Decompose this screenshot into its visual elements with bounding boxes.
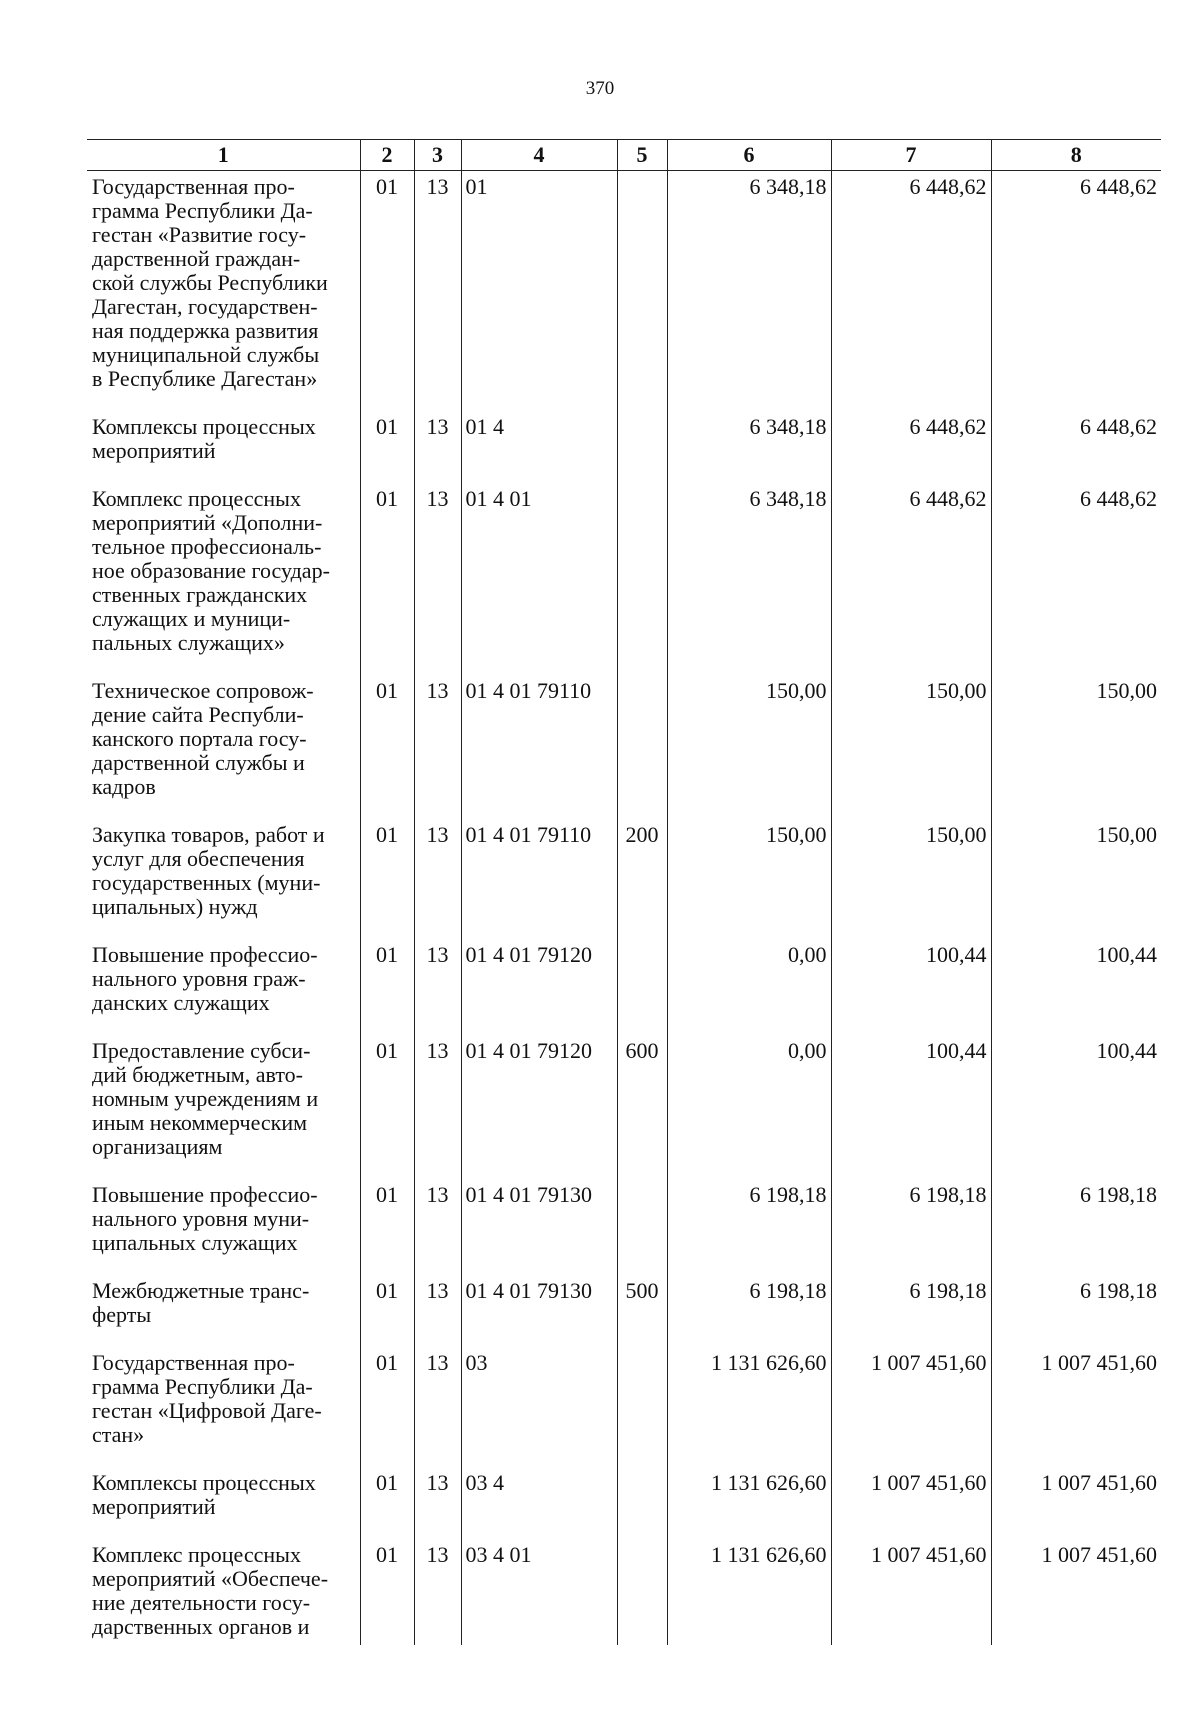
table-row bbox=[87, 483, 1161, 675]
header-cell-3: 3 bbox=[414, 140, 461, 171]
table-row bbox=[87, 1347, 1161, 1467]
header-cell-7: 7 bbox=[831, 140, 991, 171]
row-section: 01 bbox=[360, 819, 414, 939]
row-amount-7: 6 198,18 bbox=[831, 1179, 991, 1275]
row-section: 01 bbox=[360, 171, 414, 412]
row-subsection: 13 bbox=[414, 1539, 461, 1645]
row-section: 01 bbox=[360, 939, 414, 1035]
row-section: 01 bbox=[360, 1347, 414, 1467]
row-name: Комплексы процессных мероприятий bbox=[92, 1470, 316, 1519]
header-cell-2: 2 bbox=[360, 140, 414, 171]
row-amount-6: 0,00 bbox=[667, 1035, 831, 1179]
table-row bbox=[87, 939, 1161, 1035]
row-amount-6: 150,00 bbox=[667, 675, 831, 819]
row-amount-7: 100,44 bbox=[831, 1035, 991, 1179]
row-amount-8: 150,00 bbox=[991, 819, 1161, 939]
row-expense-type bbox=[617, 1539, 667, 1645]
row-target-article: 01 4 01 79120 bbox=[461, 939, 617, 1035]
row-name: Повышение профессио- нального уровня муни- ципальных служащих bbox=[92, 1182, 318, 1255]
header-cell-6: 6 bbox=[667, 140, 831, 171]
row-amount-7: 1 007 451,60 bbox=[831, 1347, 991, 1467]
row-amount-8: 6 448,62 bbox=[991, 483, 1161, 675]
row-section: 01 bbox=[360, 1275, 414, 1347]
row-subsection: 13 bbox=[414, 939, 461, 1035]
table-row bbox=[87, 411, 1161, 483]
row-amount-6: 0,00 bbox=[667, 939, 831, 1035]
row-amount-7: 100,44 bbox=[831, 939, 991, 1035]
table-row bbox=[87, 1035, 1161, 1179]
table-row bbox=[87, 1539, 1161, 1645]
row-section: 01 bbox=[360, 483, 414, 675]
row-amount-7: 1 007 451,60 bbox=[831, 1539, 991, 1645]
row-amount-7: 6 448,62 bbox=[831, 483, 991, 675]
row-name: Закупка товаров, работ и услуг для обеспечения государственных (муни- ципальных) нужд bbox=[92, 822, 325, 919]
row-amount-8: 6 448,62 bbox=[991, 411, 1161, 483]
row-expense-type bbox=[617, 1347, 667, 1467]
row-amount-6: 1 131 626,60 bbox=[667, 1347, 831, 1467]
row-target-article: 01 4 01 79110 bbox=[461, 819, 617, 939]
row-amount-8: 100,44 bbox=[991, 1035, 1161, 1179]
row-section: 01 bbox=[360, 675, 414, 819]
table-row bbox=[87, 1467, 1161, 1539]
row-subsection: 13 bbox=[414, 411, 461, 483]
row-section: 01 bbox=[360, 1179, 414, 1275]
row-subsection: 13 bbox=[414, 1467, 461, 1539]
row-target-article: 01 4 01 79130 bbox=[461, 1179, 617, 1275]
row-amount-7: 6 448,62 bbox=[831, 411, 991, 483]
row-section: 01 bbox=[360, 1467, 414, 1539]
table-body bbox=[87, 171, 1161, 1646]
row-expense-type bbox=[617, 483, 667, 675]
row-target-article: 01 4 01 79120 bbox=[461, 1035, 617, 1179]
row-target-article: 01 4 01 bbox=[461, 483, 617, 675]
header-cell-5: 5 bbox=[617, 140, 667, 171]
row-name: Государственная про- грамма Республики Да- гестан «Развитие госу- дарственной граждан- ской службы Республики Дагестан, государствен- ная поддержка развития муниципальной службы в Республике Дагестан» bbox=[92, 174, 328, 391]
row-name: Комплекс процессных мероприятий «Обеспече- ние деятельности госу- дарственных органов и bbox=[92, 1542, 329, 1639]
row-target-article: 01 bbox=[461, 171, 617, 412]
row-target-article: 03 4 bbox=[461, 1467, 617, 1539]
row-target-article: 01 4 01 79130 bbox=[461, 1275, 617, 1347]
row-amount-8: 1 007 451,60 bbox=[991, 1539, 1161, 1645]
row-name: Повышение профессио- нального уровня граж- данских служащих bbox=[92, 942, 318, 1015]
row-amount-8: 1 007 451,60 bbox=[991, 1467, 1161, 1539]
header-cell-8: 8 bbox=[991, 140, 1161, 171]
row-amount-7: 150,00 bbox=[831, 675, 991, 819]
row-expense-type: 200 bbox=[617, 819, 667, 939]
row-section: 01 bbox=[360, 1539, 414, 1645]
row-amount-6: 150,00 bbox=[667, 819, 831, 939]
row-section: 01 bbox=[360, 411, 414, 483]
row-subsection: 13 bbox=[414, 675, 461, 819]
row-amount-7: 6 198,18 bbox=[831, 1275, 991, 1347]
budget-table bbox=[87, 139, 1161, 1645]
row-amount-6: 6 348,18 bbox=[667, 411, 831, 483]
header-row bbox=[87, 140, 1161, 171]
row-expense-type: 500 bbox=[617, 1275, 667, 1347]
row-amount-8: 6 448,62 bbox=[991, 171, 1161, 412]
row-target-article: 03 4 01 bbox=[461, 1539, 617, 1645]
row-expense-type bbox=[617, 171, 667, 412]
row-amount-8: 6 198,18 bbox=[991, 1275, 1161, 1347]
row-name: Техническое сопровож- дение сайта Республи- канского портала госу- дарственной службы и кадров bbox=[92, 678, 314, 799]
row-target-article: 01 4 bbox=[461, 411, 617, 483]
table-row bbox=[87, 1179, 1161, 1275]
row-subsection: 13 bbox=[414, 1275, 461, 1347]
row-name: Комплекс процессных мероприятий «Дополни- тельное профессиональ- ное образование государ- ственных гражданских служащих и муници- пальных служащих» bbox=[92, 486, 330, 655]
row-amount-6: 1 131 626,60 bbox=[667, 1539, 831, 1645]
table-row bbox=[87, 819, 1161, 939]
table-row bbox=[87, 171, 1161, 412]
row-amount-8: 100,44 bbox=[991, 939, 1161, 1035]
row-expense-type: 600 bbox=[617, 1035, 667, 1179]
row-amount-6: 6 348,18 bbox=[667, 483, 831, 675]
row-amount-8: 150,00 bbox=[991, 675, 1161, 819]
row-subsection: 13 bbox=[414, 171, 461, 412]
row-target-article: 03 bbox=[461, 1347, 617, 1467]
table-row bbox=[87, 1275, 1161, 1347]
row-name: Комплексы процессных мероприятий bbox=[92, 414, 316, 463]
row-amount-7: 150,00 bbox=[831, 819, 991, 939]
row-subsection: 13 bbox=[414, 1179, 461, 1275]
row-expense-type bbox=[617, 1467, 667, 1539]
row-amount-7: 6 448,62 bbox=[831, 171, 991, 412]
row-section: 01 bbox=[360, 1035, 414, 1179]
row-expense-type bbox=[617, 939, 667, 1035]
row-amount-6: 6 198,18 bbox=[667, 1275, 831, 1347]
row-subsection: 13 bbox=[414, 1035, 461, 1179]
row-expense-type bbox=[617, 1179, 667, 1275]
row-subsection: 13 bbox=[414, 483, 461, 675]
page-number: 370 bbox=[585, 78, 615, 99]
header-cell-1: 1 bbox=[87, 140, 360, 171]
row-subsection: 13 bbox=[414, 819, 461, 939]
row-expense-type bbox=[617, 411, 667, 483]
row-target-article: 01 4 01 79110 bbox=[461, 675, 617, 819]
row-amount-6: 1 131 626,60 bbox=[667, 1467, 831, 1539]
row-amount-7: 1 007 451,60 bbox=[831, 1467, 991, 1539]
row-name: Предоставление субси- дий бюджетным, авто- номным учреждениям и иным некоммерческим организациям bbox=[92, 1038, 319, 1159]
row-expense-type bbox=[617, 675, 667, 819]
table-row bbox=[87, 675, 1161, 819]
row-amount-6: 6 348,18 bbox=[667, 171, 831, 412]
row-subsection: 13 bbox=[414, 1347, 461, 1467]
header-cell-4: 4 bbox=[461, 140, 617, 171]
row-name: Межбюджетные транс- ферты bbox=[92, 1278, 310, 1327]
row-amount-8: 1 007 451,60 bbox=[991, 1347, 1161, 1467]
row-amount-8: 6 198,18 bbox=[991, 1179, 1161, 1275]
row-amount-6: 6 198,18 bbox=[667, 1179, 831, 1275]
row-name: Государственная про- грамма Республики Да- гестан «Цифровой Даге- стан» bbox=[92, 1350, 322, 1447]
